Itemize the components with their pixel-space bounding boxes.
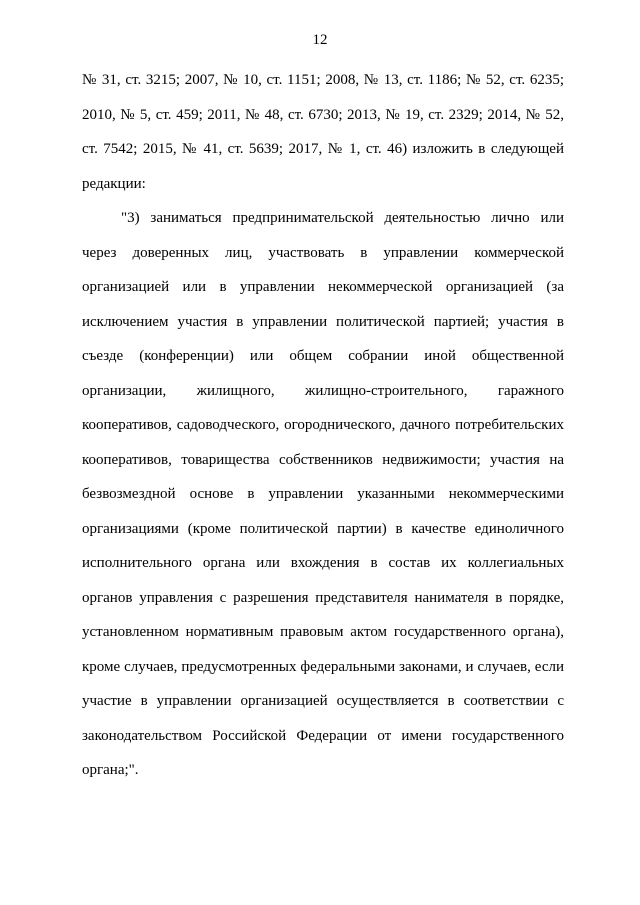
text-line: организацией или в управлении некоммерческой организацией (за	[82, 279, 564, 295]
text-line: исключением участия в управлении политической партией; участия в	[82, 313, 564, 330]
text-line: № 31, ст. 3215; 2007, № 10, ст. 1151; 2008, № 13, ст. 1186; № 52, ст. 6235;	[82, 72, 564, 88]
text-line: органа;".	[82, 762, 139, 778]
text-line: участие в управлении организацией осуществляется в соответствии с	[82, 693, 564, 709]
document-body	[82, 70, 564, 795]
text-line: исполнительного органа или вхождения в состав их коллегиальных	[82, 555, 564, 571]
text-line: органов управления с разрешения представителя нанимателя в порядке,	[82, 589, 564, 606]
text-line: через доверенных лиц, участвовать в управлении коммерческой	[82, 244, 564, 261]
text-line: организации, жилищного, жилищно-строительного, гаражного	[82, 382, 564, 399]
page-number: 12	[312, 32, 328, 48]
text-line: установленном нормативным правовым актом государственного органа),	[82, 624, 564, 640]
text-line: съезде (конференции) или общем собрании иной общественной	[82, 348, 564, 364]
text-line: кооперативов, товарищества собственников недвижимости; участия на	[82, 451, 564, 468]
text-line: кроме случаев, предусмотренных федеральными законами, и случаев, если	[82, 658, 564, 675]
text-line: законодательством Российской Федерации от имени государственного	[82, 727, 564, 744]
text-line: ст. 7542; 2015, № 41, ст. 5639; 2017, № 1, ст. 46) изложить в следующей	[82, 141, 564, 157]
text-line: 2010, № 5, ст. 459; 2011, № 48, ст. 6730; 2013, № 19, ст. 2329; 2014, № 52,	[82, 106, 564, 123]
text-line: безвозмездной основе в управлении указанными некоммерческими	[82, 486, 564, 502]
text-line: организациями (кроме политической партии) в качестве единоличного	[82, 520, 564, 537]
quoted-paragraph-first-line: "3) заниматься предпринимательской деятельностью лично или	[121, 210, 564, 226]
text-line: кооперативов, садоводческого, огороднического, дачного потребительских	[82, 417, 564, 433]
text-line: редакции:	[82, 175, 146, 192]
